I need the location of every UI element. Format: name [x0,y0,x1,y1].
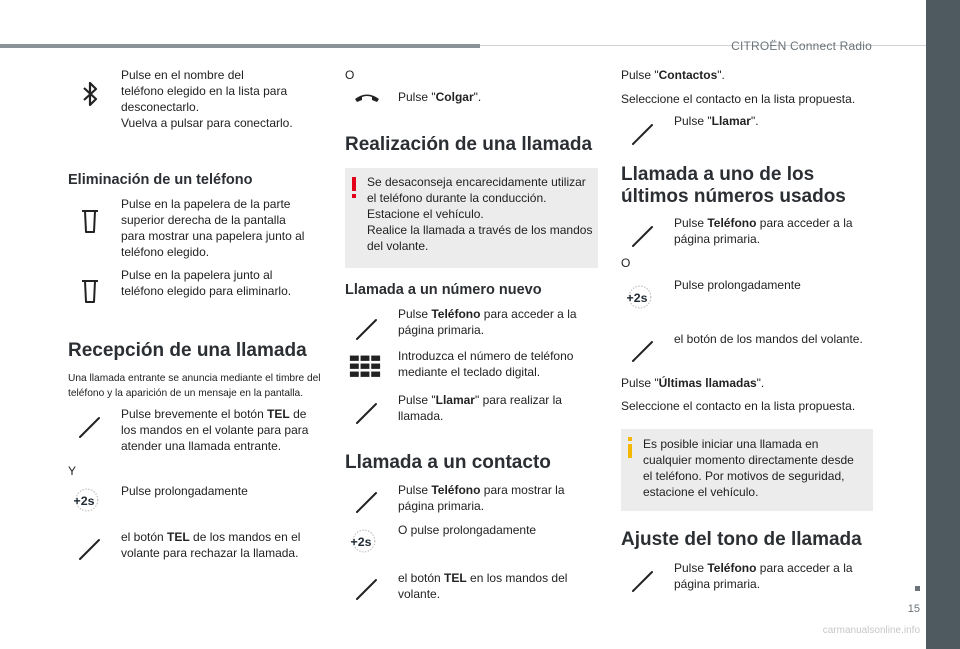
finger-press-icon [627,117,659,149]
number-step-1: Pulse Teléfono para acceder a la página primaria. [398,307,577,337]
info-text: Es posible iniciar una llamada en cualquier momento directamente desde el teléfono. Por motivos de seguridad, estacione el vehículo. [643,437,854,499]
warning-text: Se desaconseja encarecidamente utilizar el teléfono durante la conducción. Estacione el vehículo. Realice la llamada a través de los mandos del volante. [367,175,593,253]
finger-press-icon [351,396,383,428]
long-press-2s-icon [68,484,112,520]
recent-heading: Llamada a uno de los últimos números usados [621,164,846,207]
long-press-text: Pulse prolongadamente [674,278,801,292]
delete-step-2: Pulse en la papelera junto al teléfono elegido para eliminarlo. [121,268,292,298]
receive-step-2: el botón TEL de los mandos en el volante para rechazar la llamada. [121,530,301,560]
contact-heading: Llamada a un contacto [345,452,551,473]
number-step-2: Introduzca el número de teléfono mediante el teclado digital. [398,349,574,379]
make-call-heading: Realización de una llamada [345,134,593,155]
badge-text: +2s [626,291,648,306]
trash-icon [74,205,106,237]
badge-text: +2s [73,494,95,509]
contacts-text: Pulse "Contactos". [621,68,725,82]
bluetooth-icon [74,78,106,110]
recent-step-2: el botón de los mandos del volante. [674,332,863,346]
keypad-icon [349,352,385,384]
contact-step-2: O pulse prolongadamente [398,523,537,537]
bluetooth-text: Pulse en el nombre del teléfono elegido en la lista para desconectarlo. Vuelva a pulsar para conectarlo. [121,68,293,130]
hang-up-text: Pulse "Colgar". [398,90,482,104]
warning-icon [351,177,357,199]
finger-press-icon [627,334,659,366]
delete-heading: Eliminación de un teléfono [68,172,253,188]
or-label: O [345,68,355,82]
and-label: Y [68,464,77,478]
trash-icon [74,275,106,307]
contact-step-3: el botón TEL en los mandos del volante. [398,571,568,601]
brand-header: CITROËN Connect Radio [731,39,872,53]
delete-step-1: Pulse en la papelera de la parte superior derecha de la pantalla para mostrar una papelera junto al teléfono elegido. [121,197,305,259]
recent-step-1: Pulse Teléfono para acceder a la página primaria. [674,216,853,246]
number-step-3: Pulse "Llamar" para realizar la llamada. [398,393,562,423]
finger-press-icon [627,219,659,251]
badge-text: +2s [350,535,372,550]
select-contact-1: Seleccione el contacto en la lista propuesta. [621,92,856,106]
page-marker [915,586,920,591]
side-band [926,0,960,649]
receive-heading: Recepción de una llamada [68,340,307,361]
new-number-heading: Llamada a un número nuevo [345,282,542,298]
finger-press-icon [627,564,659,596]
ringtone-step: Pulse Teléfono para acceder a la página primaria. [674,561,853,591]
contact-step-1: Pulse Teléfono para mostrar la página primaria. [398,483,565,513]
finger-press-icon [351,312,383,344]
long-press-2s-icon [621,281,665,317]
long-press-2s-icon [345,525,389,561]
page-number: 15 [907,603,920,615]
or-label: O [621,256,631,270]
receive-intro: Una llamada entrante se anuncia mediante el timbre del teléfono y la aparición de un mensaje en la pantalla. [68,373,321,399]
finger-press-icon [74,410,106,442]
ringtone-heading: Ajuste del tono de llamada [621,529,862,550]
last-calls-text: Pulse "Últimas llamadas". [621,376,765,390]
long-press-text: Pulse prolongadamente [121,484,248,498]
info-icon [627,437,633,459]
finger-press-icon [351,572,383,604]
finger-press-icon [74,532,106,564]
receive-step-1: Pulse brevemente el botón TEL de los mandos en el volante para para atender una llamada entrante. [121,407,309,453]
finger-press-icon [351,485,383,517]
watermark: carmanualsonline.info [822,625,920,636]
call-text: Pulse "Llamar". [674,114,759,128]
hang-up-icon [351,82,383,114]
select-contact-2: Seleccione el contacto en la lista propuesta. [621,399,856,413]
header-rule [0,44,480,48]
